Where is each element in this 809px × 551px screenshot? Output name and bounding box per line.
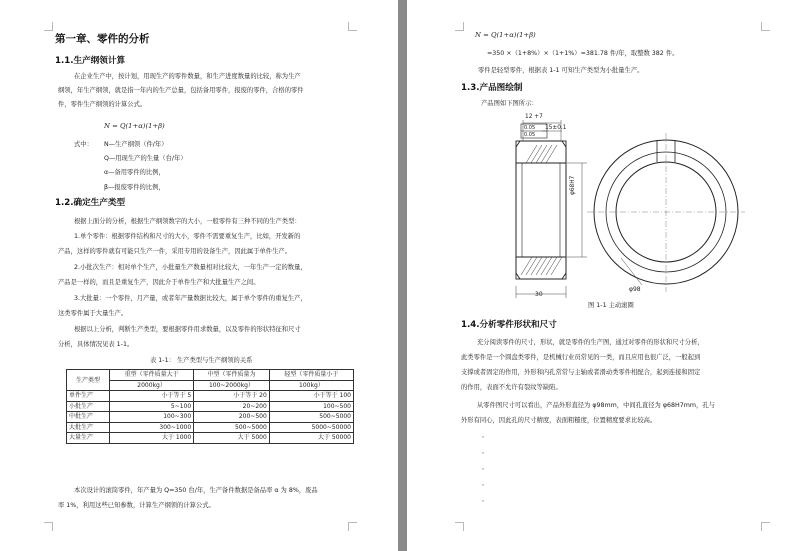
section-heading-1-2: 1.2.确定生产类型 xyxy=(55,198,126,208)
table-cell: 单件生产 xyxy=(67,391,110,402)
table-cell: 小于等于 20 xyxy=(194,391,270,402)
table-cell: 大量生产 xyxy=(67,433,110,444)
table-cell: 大于 1000 xyxy=(110,433,194,444)
table-cell: 中批生产 xyxy=(67,412,110,423)
table-cell: 300~1000 xyxy=(110,422,194,433)
table-row xyxy=(67,401,354,412)
paragraph-line: 1.单个零件：根据零件结构和尺寸的大小，零件不需要重复生产，比如，开发新的 xyxy=(74,233,301,240)
table-cell: 100~300 xyxy=(110,412,194,423)
table-cell: 大于 50000 xyxy=(269,433,353,444)
table-cell: 500~5000 xyxy=(194,422,270,433)
table-header-row xyxy=(67,370,354,381)
tolerance-value: 0.05 xyxy=(524,132,536,138)
margin-mark-top-right xyxy=(348,22,357,31)
margin-mark-bottom-right xyxy=(348,522,357,531)
variable-definition: β—报废零件的比例， xyxy=(104,184,165,191)
table-row xyxy=(67,433,354,444)
paragraph-line: 从零件图尺寸可以看出，产品外形直径为 φ98mm，中间孔直径为 φ68H7mm，孔与 xyxy=(477,402,715,409)
margin-mark-top-left xyxy=(44,22,53,31)
paragraph-line: 根据上面分的分析，根据生产纲领数字的大小，一般零件有三种不同的生产类型： xyxy=(74,218,301,225)
tolerance-value: 0.05 xyxy=(524,125,536,131)
section-heading-1-3: 1.3.产品图绘制 xyxy=(461,83,523,93)
table-cell: 100~500 xyxy=(269,401,353,412)
table-caption: 表 1-1： 生产类型与生产纲领的关系 xyxy=(150,357,253,364)
paragraph-line: 产品图如下图所示： xyxy=(481,100,538,107)
width-dimension: 30 xyxy=(535,291,543,298)
paragraph-line: 此类零件是一个圆盘类零件，是机械行业员常见的一类，而且应用也很广泛，一般起到 xyxy=(461,354,701,361)
table-row xyxy=(67,412,354,423)
page-gap xyxy=(398,0,407,551)
where-label: 式中： xyxy=(74,141,93,148)
calculation-line: =350 ×（1+8%）×（1+1%）=381.78 件/年，取整数 382 件。 xyxy=(487,50,679,57)
table-cell: 200~500 xyxy=(194,412,270,423)
table-row xyxy=(67,391,354,402)
variable-definition: α—备用零件的比例， xyxy=(104,169,165,176)
formula-production: N = Q(1+α)(1+β) xyxy=(475,31,536,39)
table-cell: 5000~50000 xyxy=(269,422,353,433)
paragraph-line: 本次设计的滚筒零件，年产量为 Q=350 台/年，生产备件数据是备品率 α 为 8%，废品 xyxy=(74,487,318,494)
table-header-cell: 100kg） xyxy=(269,380,353,391)
conclusion-line: 零件是轻型零件，根据表 1-1 可知生产类型为小批量生产。 xyxy=(478,67,644,74)
production-type-table xyxy=(66,369,354,444)
inner-diameter-dimension: φ68H7 xyxy=(570,175,576,195)
paragraph-line: 纲领，年生产纲领，就是指一年内的生产总量，包括备用零件，报废的零件，合格的零件 xyxy=(58,87,304,94)
table-cell: 5~100 xyxy=(110,401,194,412)
table-header-row xyxy=(67,380,354,391)
table-row xyxy=(67,422,354,433)
empty-paragraph-markers xyxy=(407,0,809,551)
margin-mark-bottom-left xyxy=(44,522,53,531)
table-cell: 小于等于 100 xyxy=(269,391,353,402)
paragraph-line: 产品是一样的，而且是重复生产，因此介于单件生产和大批量生产之间。 xyxy=(58,279,260,286)
paragraph-line: 3.大批量：一个零件，月产量，或者年产量数据比较大，属于单个零件的重复生产， xyxy=(74,295,307,302)
section-heading-1-1: 1.1.生产纲领计算 xyxy=(55,56,126,66)
paragraph-line: 充分阅读零件的尺寸，形状，就是零件的生产图，通过对零件的形状和尺寸分析， xyxy=(477,339,704,346)
table-header-cell: 2000kg） xyxy=(110,380,194,391)
table-cell: 500~5000 xyxy=(269,412,353,423)
paragraph-line: 率 1%，利用这些已知参数，计算生产纲领的计算公式。 xyxy=(58,502,215,509)
document-page-right xyxy=(407,0,809,551)
paragraph-line: 的作用，表面不允许有裂纹等缺陷。 xyxy=(461,384,562,391)
table-cell: 大批生产 xyxy=(67,422,110,433)
table-cell: 大于 5000 xyxy=(194,433,270,444)
paragraph-line: 支撑或者固定的作用，外形和内孔常常与主轴或者滑动类零件相配合，起到连接和固定 xyxy=(461,369,701,376)
table-cell: 小于等于 5 xyxy=(110,391,194,402)
section-heading-1-4: 1.4.分析零件形状和尺寸 xyxy=(461,320,557,330)
variable-definition: N—生产纲领（件/年） xyxy=(104,141,168,148)
table-header-cell: 中型（零件质量为 xyxy=(194,370,270,381)
table-header-cell: 轻型（零件质量小于 xyxy=(269,370,353,381)
formula-production: N = Q(1+α)(1+β) xyxy=(104,122,165,130)
chamfer-dimension: 15±0.1 xyxy=(545,125,567,131)
table-header-cell: 100~2000kg） xyxy=(194,380,270,391)
table-header-cell: 生产类型 xyxy=(67,370,110,391)
paragraph-line: 这类零件属于大量生产。 xyxy=(58,310,128,317)
document-page-left xyxy=(0,0,398,551)
paragraph-line: 产品，这样的零件就有可能只生产一件，采用专用的设备生产，因此属于单件生产。 xyxy=(58,248,291,255)
dimension-tolerance-top: 12 +7 xyxy=(525,114,543,120)
chapter-title: 第一章、零件的分析 xyxy=(55,33,150,45)
paragraph-line: 根据以上分析，判断生产类型，要根据零件用求数量，以及零件的形状特征和尺寸 xyxy=(74,326,301,333)
table-cell: 20~200 xyxy=(194,401,270,412)
figure-caption: 图 1-1 主动滚圈 xyxy=(588,302,634,309)
table-header-cell: 重型（零件质量大于 xyxy=(110,370,194,381)
paragraph-line: 2.小批次生产：相对单个生产，小批量生产数量相对比较大，一年生产一定的数量， xyxy=(74,264,307,271)
variable-definition: Q—用现生产的生量（台/年） xyxy=(104,155,187,162)
table-cell: 小批生产 xyxy=(67,401,110,412)
paragraph-line: 外形有同心，因此孔的尺寸精度，表面粗糙度，位置精度要求比较高。 xyxy=(461,417,657,424)
paragraph-line: 件，零件生产纲领的计算公式。 xyxy=(58,101,147,108)
paragraph-line: 分析，具体情况见表 1-1。 xyxy=(58,341,134,348)
outer-diameter-dimension: φ98 xyxy=(629,286,641,293)
paragraph-line: 在企业生产中，按计划，用现生产的零件数量，和生产进度数量的比较，称为生产 xyxy=(74,73,301,80)
